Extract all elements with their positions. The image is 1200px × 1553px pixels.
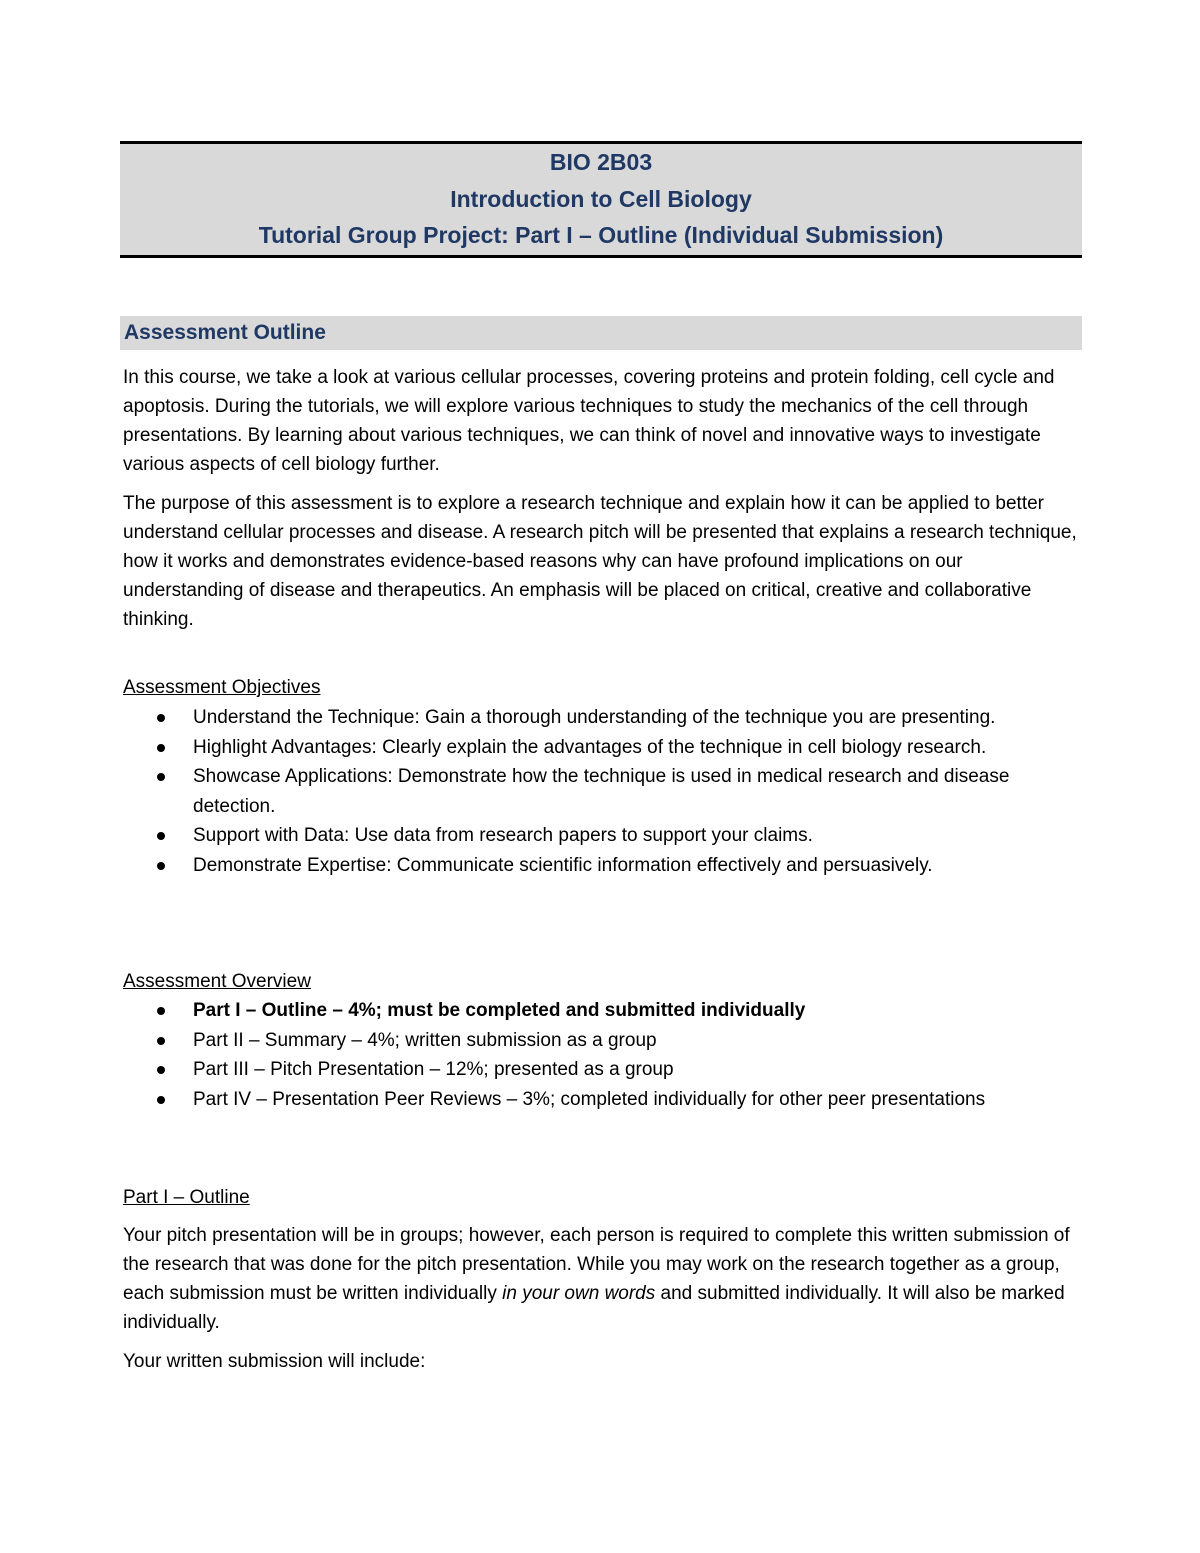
part1-paragraph-start: Your pitch presentation will be in groups; however, each person is required to complete this written submission of the research that was done for the pitch presentation. While you may work on the research together as a group, each submission must be written individually	[123, 1225, 1070, 1304]
bullet-icon	[157, 832, 165, 840]
list-item	[123, 703, 1063, 733]
overview-text: Part IV – Presentation Peer Reviews – 3%; completed individually for other peer presentations	[193, 1088, 986, 1110]
overview-text: Part III – Pitch Presentation – 12%; presented as a group	[193, 1059, 674, 1080]
list-item	[123, 996, 1063, 1026]
bullet-icon	[157, 714, 165, 722]
bullet-icon	[157, 1037, 165, 1045]
part1-include-line	[123, 1347, 1083, 1376]
part1-paragraph	[123, 1221, 1083, 1337]
outline-paragraph-1-text: In this course, we take a look at various cellular processes, covering proteins and protein folding, cell cycle and apoptosis. During the tutorials, we will explore various techniques to study the mechanics of the cell through presentations. By learning about various techniques, we can think of novel and innovative ways to investigate various aspects of cell biology further.	[123, 367, 1055, 475]
course-code: BIO 2B03	[549, 149, 653, 175]
part1-paragraph-italic: in your own words	[502, 1283, 656, 1304]
overview-list	[123, 996, 1063, 1114]
objective-text: Support with Data: Use data from research papers to support your claims.	[193, 825, 813, 846]
overview-heading: Assessment Overview	[123, 971, 311, 992]
assessment-outline-heading: Assessment Outline	[120, 316, 1082, 350]
bullet-icon	[157, 1066, 165, 1074]
objective-text: Demonstrate Expertise: Communicate scientific information effectively and persuasively.	[193, 854, 933, 876]
objective-text: Highlight Advantages: Clearly explain the advantages of the technique in cell biology research.	[193, 736, 987, 758]
bullet-icon	[157, 773, 165, 781]
overview-text: Part I – Outline – 4%; must be completed and submitted individually	[193, 1000, 806, 1021]
objectives-heading: Assessment Objectives	[123, 677, 321, 698]
list-item	[123, 851, 1063, 881]
title-block	[120, 141, 1082, 258]
objective-text: Showcase Applications: Demonstrate how the technique is used in medical research and disease detection.	[193, 766, 1010, 817]
outline-paragraph-2	[123, 489, 1083, 634]
list-item	[123, 762, 1063, 821]
bullet-icon	[157, 744, 165, 752]
part1-paragraph-end: and submitted individually. It will also be marked individually.	[123, 1283, 1065, 1333]
bullet-icon	[157, 862, 165, 870]
list-item	[123, 821, 1063, 851]
list-item	[123, 1055, 1063, 1085]
course-title: Introduction to Cell Biology	[450, 186, 752, 212]
list-item	[123, 1085, 1063, 1115]
outline-paragraph-1	[123, 363, 1083, 479]
list-item	[123, 733, 1063, 763]
part1-include-text: Your written submission will include:	[123, 1351, 426, 1372]
list-item	[123, 1026, 1063, 1056]
bullet-icon	[157, 1007, 165, 1015]
project-title: Tutorial Group Project: Part I – Outline (Individual Submission)	[258, 222, 944, 248]
part1-heading: Part I – Outline	[123, 1187, 250, 1208]
overview-text: Part II – Summary – 4%; written submission as a group	[193, 1029, 657, 1051]
objective-text: Understand the Technique: Gain a thorough understanding of the technique you are presenting.	[193, 707, 996, 728]
outline-paragraph-2-text: The purpose of this assessment is to explore a research technique and explain how it can be applied to better understand cellular processes and disease. A research pitch will be presented that explains a research technique, how it works and demonstrates evidence-based reasons why can have profound implications on our understanding of disease and therapeutics. An emphasis will be placed on critical, creative and collaborative thinking.	[123, 493, 1077, 630]
objectives-list	[123, 703, 1063, 880]
bullet-icon	[157, 1096, 165, 1104]
